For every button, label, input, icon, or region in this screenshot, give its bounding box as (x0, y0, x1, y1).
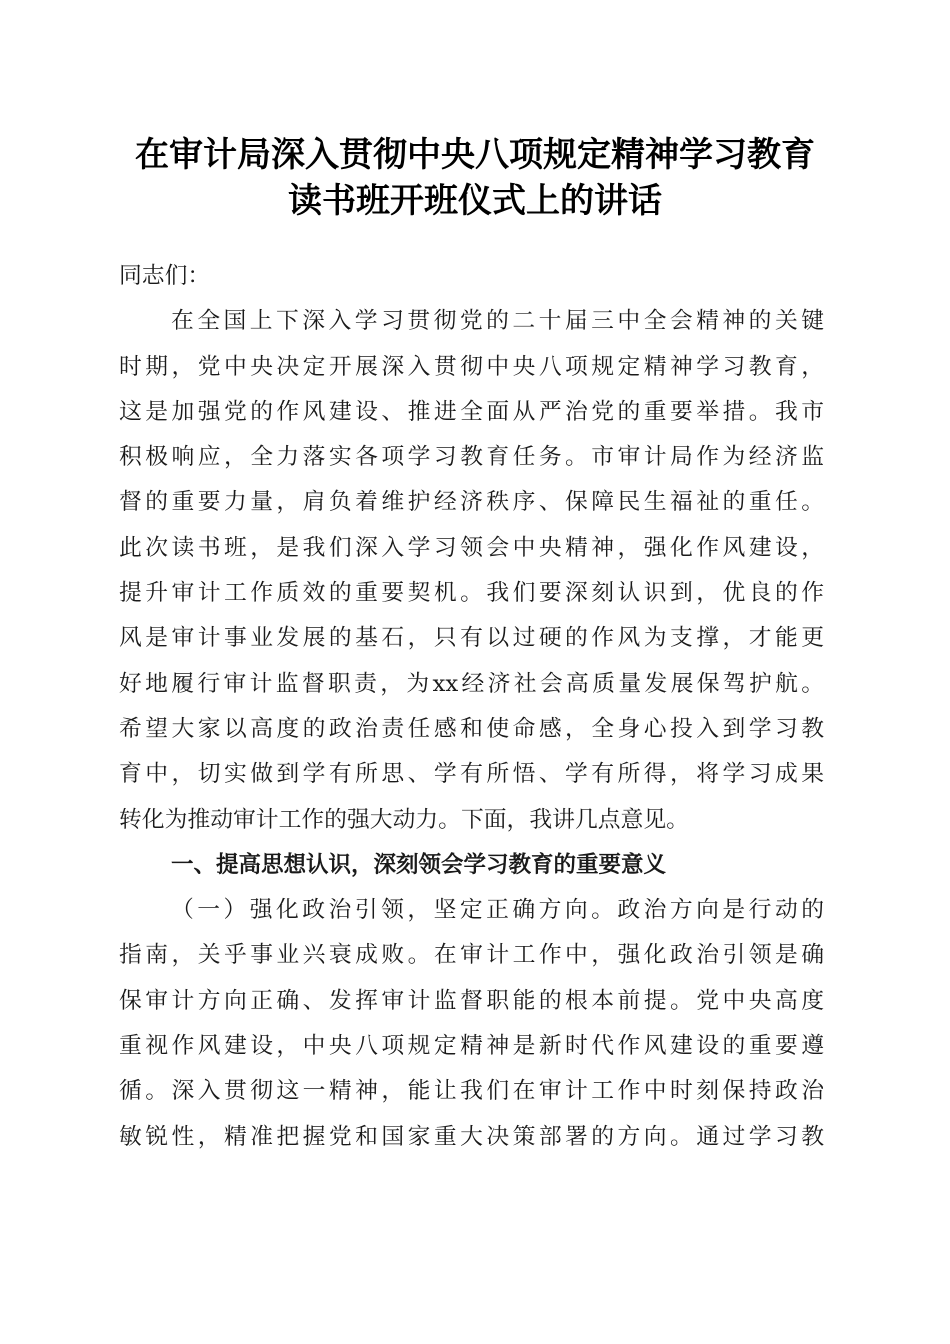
paragraph-line: 督的重要力量，肩负着维护经济秩序、保障民生福祉的重任。 (119, 489, 824, 516)
paragraph-section-1-1 (119, 888, 824, 1160)
title-line: 在审计局深入贯彻中央八项规定精神学习教育 (135, 135, 815, 175)
paragraph-line: 重视作风建设，中央八项规定精神是新时代作风建设的重要遵 (119, 1033, 824, 1060)
title-line: 读书班开班仪式上的讲话 (288, 181, 662, 221)
paragraph-line: 希望大家以高度的政治责任感和使命感，全身心投入到学习教 (119, 715, 824, 742)
paragraph-line: 这是加强党的作风建设、推进全面从严治党的重要举措。我市 (119, 398, 824, 425)
paragraph-line: 此次读书班，是我们深入学习领会中央精神，强化作风建设， (119, 534, 824, 561)
paragraph-line: （一）强化政治引领，坚定正确方向。政治方向是行动的 (171, 897, 824, 924)
paragraph-line: 循。深入贯彻这一精神，能让我们在审计工作中时刻保持政治 (119, 1078, 824, 1105)
paragraph-line: 育中，切实做到学有所思、学有所悟、学有所得，将学习成果 (119, 761, 824, 788)
section-heading: 一、提高思想认识，深刻领会学习教育的重要意义 (171, 851, 667, 878)
paragraph-line: 转化为推动审计工作的强大动力。下面，我讲几点意见。 (119, 806, 689, 833)
paragraph-line: 好地履行审计监督职责，为xx经济社会高质量发展保驾护航。 (119, 670, 824, 697)
paragraph-intro (119, 299, 824, 843)
paragraph-line: 敏锐性，精准把握党和国家重大决策部署的方向。通过学习教 (119, 1123, 824, 1150)
paragraph-line: 时期，党中央决定开展深入贯彻中央八项规定精神学习教育， (119, 353, 824, 380)
document-body (119, 254, 824, 1160)
paragraph-line: 风是审计事业发展的基石，只有以过硬的作风为支撑，才能更 (119, 625, 824, 652)
salutation: 同志们： (119, 263, 211, 289)
paragraph-line: 指南，关乎事业兴衰成败。在审计工作中，强化政治引领是确 (119, 942, 824, 969)
paragraph-line: 积极响应，全力落实各项学习教育任务。市审计局作为经济监 (119, 444, 824, 471)
document-title (100, 132, 850, 224)
paragraph-line: 提升审计工作质效的重要契机。我们要深刻认识到，优良的作 (119, 580, 824, 607)
paragraph-line: 在全国上下深入学习贯彻党的二十届三中全会精神的关键 (171, 308, 824, 335)
paragraph-line: 保审计方向正确、发挥审计监督职能的根本前提。党中央高度 (119, 987, 824, 1014)
